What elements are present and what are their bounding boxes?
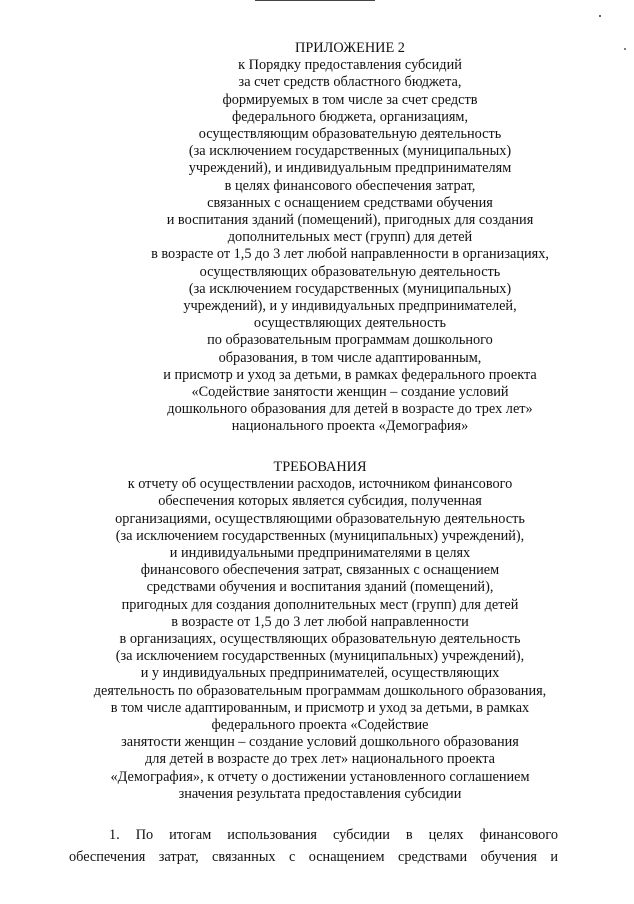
requirements-line: (за исключением государственных (муниципальных) учреждений),	[115, 648, 525, 665]
requirements-line: в возрасте от 1,5 до 3 лет любой направленности	[171, 613, 469, 630]
appendix-line: к Порядку предоставления субсидий	[238, 57, 462, 74]
appendix-line: (за исключением государственных (муниципальных)	[188, 280, 512, 297]
requirements-line: «Демография», к отчету о достижении установленного соглашением	[110, 768, 530, 785]
requirements-line: финансового обеспечения затрат, связанных с оснащением	[140, 562, 500, 579]
appendix-line: за счет средств областного бюджета,	[238, 74, 462, 91]
requirements-line: значения результата предоставления субсидии	[178, 785, 462, 802]
appendix-line: и воспитания зданий (помещений), пригодных для создания	[166, 212, 534, 229]
requirements-line: (за исключением государственных (муниципальных) учреждений),	[115, 527, 525, 544]
appendix-line: осуществляющих образовательную деятельность	[199, 263, 501, 280]
requirements-line: и индивидуальными предпринимателями в целях	[169, 545, 471, 562]
appendix-title: ПРИЛОЖЕНИЕ 2	[295, 40, 405, 56]
appendix-line: национального проекта «Демография»	[231, 418, 469, 435]
body-line-1: 1. По итогам использования субсидии в целях финансового	[109, 827, 558, 843]
requirements-line: занятости женщин – создание условий дошкольного образования	[121, 734, 519, 751]
body-paragraph	[69, 824, 558, 868]
requirements-line: и у индивидуальных предпринимателей, осуществляющих	[140, 665, 500, 682]
appendix-line: (за исключением государственных (муниципальных)	[188, 143, 512, 160]
requirements-line: пригодных для создания дополнительных мест (групп) для детей	[121, 596, 519, 613]
appendix-line: в возрасте от 1,5 до 3 лет любой направленности в организациях,	[151, 246, 549, 263]
appendix-line: осуществляющих деятельность	[253, 315, 447, 332]
appendix-line: формируемых в том числе за счет средств	[222, 91, 478, 108]
requirements-line: организациями, осуществляющими образовательную деятельность	[115, 510, 525, 527]
requirements-line: в организациях, осуществляющих образовательную деятельность	[119, 631, 521, 648]
appendix-line: в целях финансового обеспечения затрат,	[224, 177, 476, 194]
requirements-line: федерального проекта «Содействие	[211, 717, 429, 734]
appendix-line: по образовательным программам дошкольного	[207, 332, 493, 349]
appendix-line: федерального бюджета, организациям,	[231, 108, 469, 125]
appendix-header	[60, 40, 634, 436]
requirements-line: обеспечения которых является субсидия, полученная	[158, 493, 482, 510]
requirements-line: для детей в возрасте до трех лет» национального проекта	[145, 751, 495, 768]
appendix-line: дополнительных мест (групп) для детей	[227, 229, 473, 246]
appendix-line: образования, в том числе адаптированным,	[218, 349, 482, 366]
appendix-line: учреждений), и индивидуальным предпринимателям	[188, 160, 512, 177]
appendix-line: осуществляющим образовательную деятельность	[198, 126, 502, 143]
appendix-line: и присмотр и уход за детьми, в рамках федерального проекта	[163, 366, 537, 383]
scan-speck	[599, 15, 601, 17]
appendix-line: учреждений), и у индивидуальных предпринимателей,	[183, 298, 517, 315]
requirements-line: к отчету об осуществлении расходов, источником финансового	[127, 476, 513, 493]
appendix-line: дошкольного образования для детей в возрасте до трех лет»	[167, 401, 533, 418]
body-line-2: обеспечения затрат, связанных с оснащением средствами обучения и	[69, 849, 558, 865]
requirements-title: ТРЕБОВАНИЯ	[273, 459, 367, 475]
requirements-line: деятельность по образовательным программам дошкольного образования,	[93, 682, 547, 699]
scan-top-line	[255, 0, 375, 1]
requirements-line: средствами обучения и воспитания зданий (помещений),	[146, 579, 494, 596]
requirements-line: в том числе адаптированным, и присмотр и уход за детьми, в рамках	[110, 699, 530, 716]
appendix-line: «Содействие занятости женщин – создание условий	[191, 384, 509, 401]
requirements-section	[10, 459, 630, 803]
appendix-line: связанных с оснащением средствами обучения	[207, 194, 493, 211]
